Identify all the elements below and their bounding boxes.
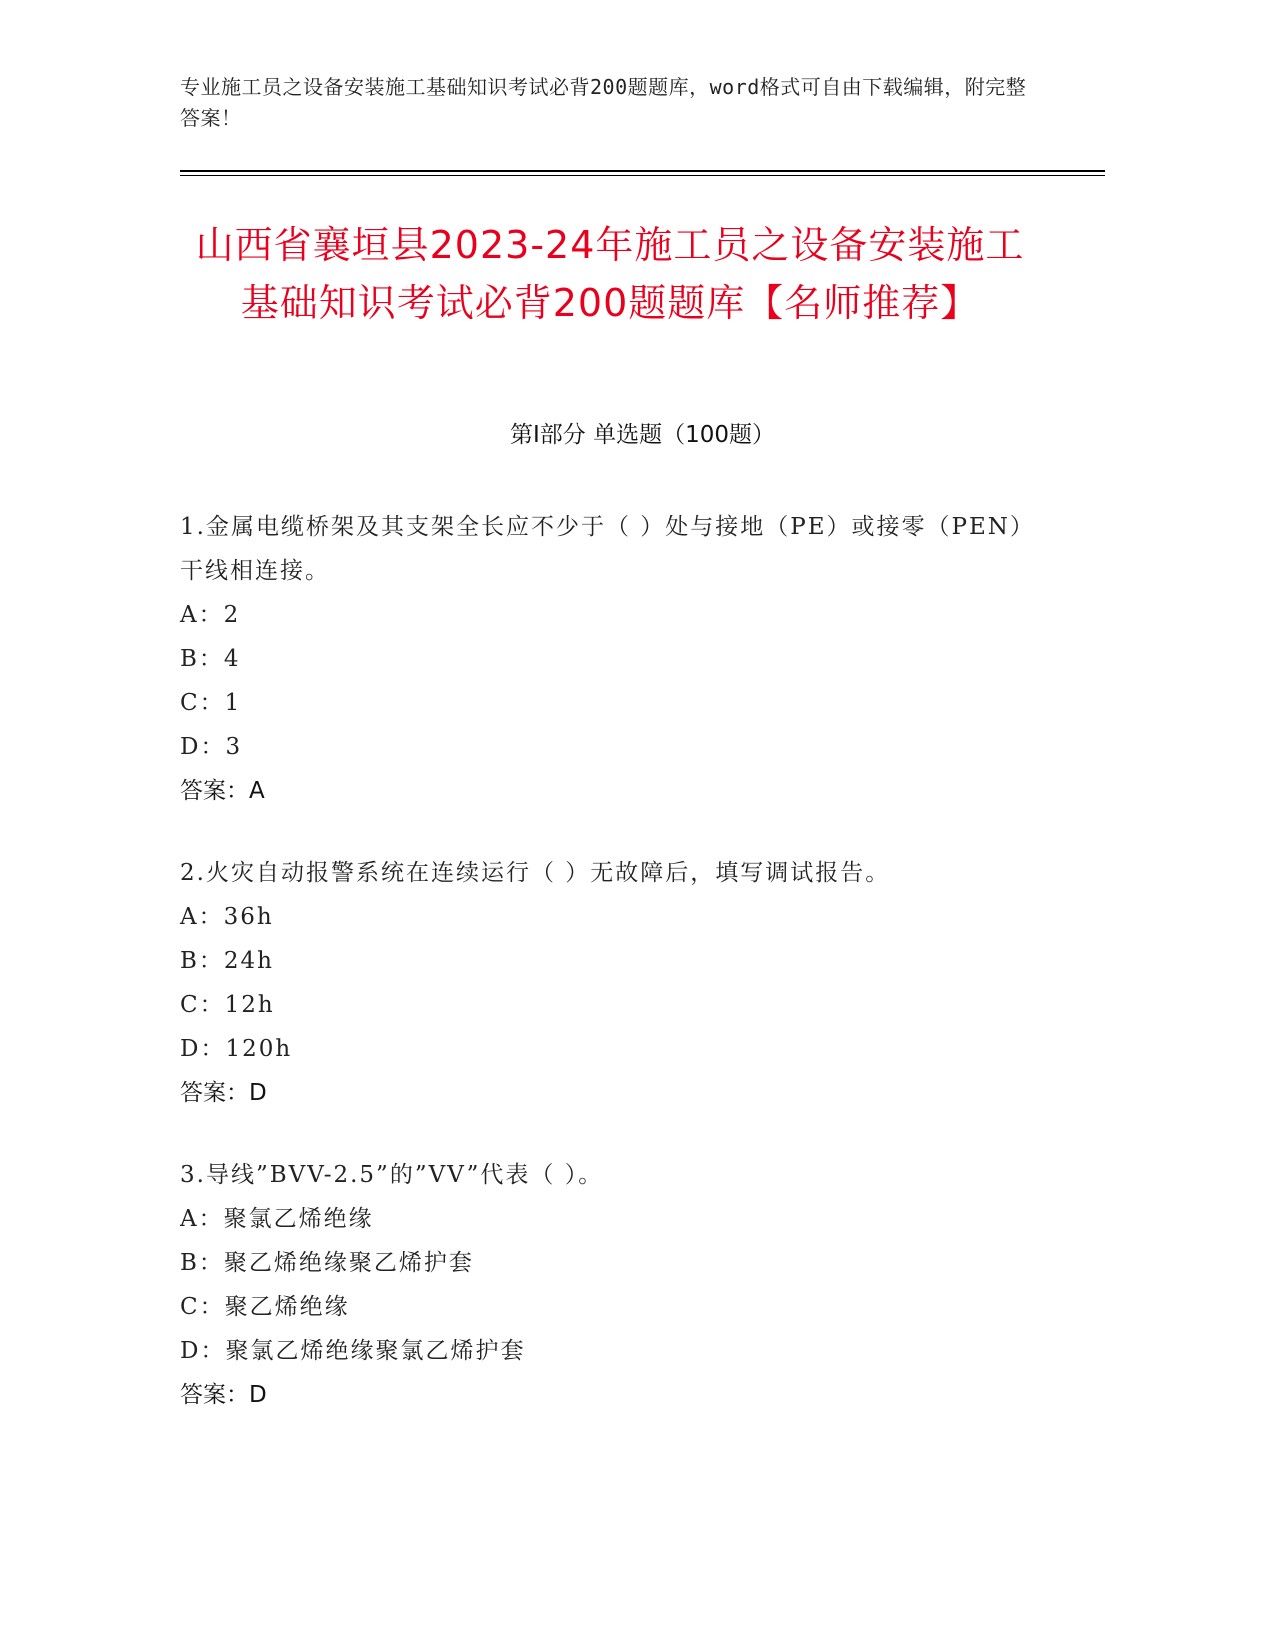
question-stem: 3.导线”BVV-2.5”的”VV”代表（ ）。 xyxy=(180,1162,604,1188)
question-list xyxy=(180,505,1040,1455)
question-stem: 1.金属电缆桥架及其支架全长应不少于（ ）处与接地（PE）或接零（PEN）干线相连接。 xyxy=(180,514,1035,584)
option-c: C：1 xyxy=(180,690,242,716)
option-d: D：聚氯乙烯绝缘聚氯乙烯护套 xyxy=(180,1338,526,1364)
option-c: C：12h xyxy=(180,992,275,1018)
section-heading: 第Ⅰ部分 单选题（100题） xyxy=(510,422,775,448)
document-title: 山西省襄垣县2023-24年施工员之设备安装施工基础知识考试必背200题题库【名师推荐】 xyxy=(195,223,1025,325)
question-stem: 2.火灾自动报警系统在连续运行（ ）无故障后，填写调试报告。 xyxy=(180,860,891,886)
header-note: 专业施工员之设备安装施工基础知识考试必背200题题库，word格式可自由下载编辑，附完整答案！ xyxy=(180,75,1027,130)
option-a: A：2 xyxy=(180,602,241,628)
option-d: D：120h xyxy=(180,1036,293,1062)
answer-line: 答案：A xyxy=(180,778,265,804)
header-divider-thick xyxy=(180,170,1105,172)
option-a: A：聚氯乙烯绝缘 xyxy=(180,1206,374,1232)
option-b: B：聚乙烯绝缘聚乙烯护套 xyxy=(180,1250,474,1276)
option-d: D：3 xyxy=(180,734,243,760)
answer-line: 答案：D xyxy=(180,1382,267,1408)
option-a: A：36h xyxy=(180,904,274,930)
question-item xyxy=(180,851,1040,1115)
option-b: B：4 xyxy=(180,646,241,672)
question-item xyxy=(180,505,1040,813)
option-c: C：聚乙烯绝缘 xyxy=(180,1294,350,1320)
option-b: B：24h xyxy=(180,948,274,974)
question-item xyxy=(180,1153,1040,1417)
answer-line: 答案：D xyxy=(180,1080,267,1106)
header-divider-thin xyxy=(180,175,1105,176)
